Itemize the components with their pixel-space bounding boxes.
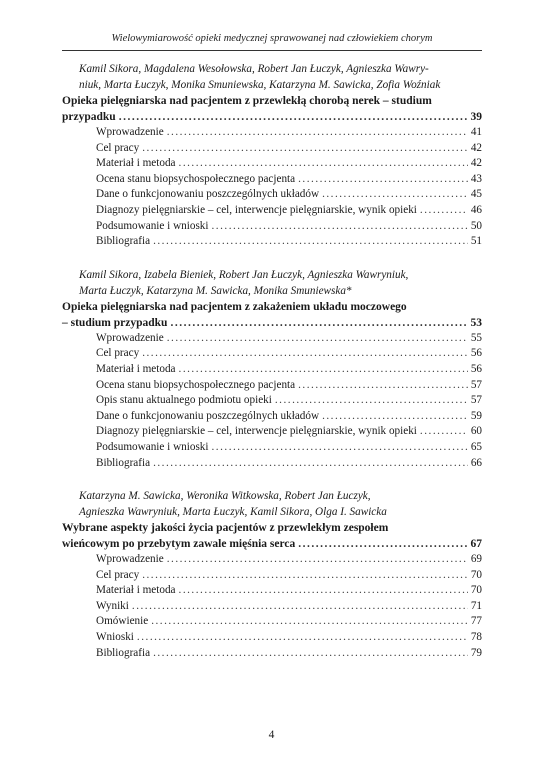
toc-entry[interactable]	[62, 583, 482, 599]
toc-entry-page: 70	[470, 584, 482, 597]
toc-entry[interactable]	[62, 172, 482, 188]
toc-entry[interactable]	[62, 409, 482, 425]
toc-entry-label: Bibliografia	[96, 456, 151, 469]
toc-entry[interactable]	[62, 393, 482, 409]
toc-entry-label: Cel pracy	[96, 347, 140, 360]
dot-leader	[153, 234, 468, 250]
dot-leader	[212, 440, 468, 456]
chapter-title-tail: wieńcowym po przebytym zawale mięśnia serca	[62, 538, 296, 551]
dot-leader	[420, 424, 468, 440]
toc-entry[interactable]	[62, 219, 482, 235]
section-authors: Marta Łuczyk, Katarzyna M. Sawicka, Monika Smuniewska*	[79, 284, 352, 297]
dot-leader	[170, 315, 467, 331]
toc-entry-label: Materiał i metoda	[96, 157, 176, 170]
toc-entry-page: 60	[470, 425, 482, 438]
toc-entry-page: 57	[470, 394, 482, 407]
toc-entry-label: Cel pracy	[96, 141, 140, 154]
table-of-contents	[62, 61, 482, 678]
running-header: Wielowymiarowość opieki medycznej sprawowanej nad człowiekiem chorym	[111, 33, 433, 44]
toc-entry-page: 66	[470, 456, 482, 469]
toc-entry[interactable]	[62, 599, 482, 615]
toc-entry-label: Podsumowanie i wnioski	[96, 219, 209, 232]
section-authors: Kamil Sikora, Magdalena Wesołowska, Robert Jan Łuczyk, Agnieszka Wawry-	[79, 63, 429, 75]
dot-leader	[179, 362, 468, 378]
chapter-title-tail: przypadku	[62, 111, 116, 123]
toc-entry-label: Bibliografia	[96, 235, 151, 248]
toc-entry[interactable]	[62, 203, 482, 219]
toc-entry[interactable]	[62, 141, 482, 157]
chapter-title: Opieka pielęgniarska nad pacjentem z przewlekłą chorobą nerek – studium	[62, 95, 432, 107]
dot-leader	[179, 156, 468, 172]
toc-entry[interactable]	[62, 187, 482, 203]
toc-entry[interactable]	[62, 630, 482, 646]
dot-leader	[298, 378, 468, 394]
toc-entry-page: 46	[470, 203, 482, 216]
toc-entry[interactable]	[62, 346, 482, 362]
toc-entry-page: 70	[470, 568, 482, 581]
toc-entry-label: Materiał i metoda	[96, 362, 176, 375]
chapter-title-entry[interactable]	[62, 536, 482, 552]
toc-entry[interactable]	[62, 234, 482, 250]
toc-entry[interactable]	[62, 552, 482, 568]
toc-entry-page: 77	[470, 615, 482, 628]
toc-entry[interactable]	[62, 125, 482, 141]
dot-leader	[153, 456, 468, 472]
toc-entry-page: 56	[470, 347, 482, 360]
dot-leader	[132, 599, 468, 615]
dot-leader	[275, 393, 468, 409]
toc-entry-label: Wprowadzenie	[96, 331, 164, 344]
toc-entry-label: Podsumowanie i wnioski	[96, 440, 209, 453]
dot-leader	[137, 630, 468, 646]
toc-entry[interactable]	[62, 362, 482, 378]
toc-entry[interactable]	[62, 456, 482, 472]
toc-entry[interactable]	[62, 424, 482, 440]
toc-entry-label: Opis stanu aktualnego podmiotu opieki	[96, 394, 272, 407]
toc-entry-label: Diagnozy pielęgniarskie – cel, interwencje pielęgniarskie, wynik opieki	[96, 203, 417, 216]
toc-entry-page: 65	[470, 440, 482, 453]
header-rule	[62, 50, 482, 51]
toc-entry-label: Ocena stanu biopsychospołecznego pacjenta	[96, 172, 296, 185]
chapter-title: Wybrane aspekty jakości życia pacjentów z przewlekłym zespołem	[62, 522, 389, 535]
dot-leader	[322, 187, 468, 203]
toc-entry[interactable]	[62, 440, 482, 456]
toc-entry-label: Ocena stanu biopsychospołecznego pacjenta	[96, 378, 296, 391]
chapter-title: Opieka pielęgniarska nad pacjentem z zakażeniem układu moczowego	[62, 300, 407, 313]
dot-leader	[142, 568, 468, 584]
toc-entry-page: 42	[470, 141, 482, 154]
dot-leader	[322, 409, 468, 425]
toc-entry[interactable]	[62, 156, 482, 172]
dot-leader	[167, 125, 468, 141]
toc-entry-label: Omówienie	[96, 615, 149, 628]
toc-entry-page: 50	[470, 219, 482, 232]
toc-entry-page: 51	[470, 235, 482, 248]
toc-entry-page: 55	[470, 331, 482, 344]
section-authors: Agnieszka Wawryniuk, Marta Łuczyk, Kamil Sikora, Olga I. Sawicka	[79, 506, 387, 519]
dot-leader	[420, 203, 468, 219]
toc-entry-page: 57	[470, 378, 482, 391]
chapter-title-tail: – studium przypadku	[62, 316, 168, 329]
toc-entry-page: 43	[470, 172, 482, 185]
toc-entry[interactable]	[62, 568, 482, 584]
toc-section	[62, 488, 482, 661]
toc-entry-label: Wnioski	[96, 631, 134, 644]
dot-leader	[298, 536, 467, 552]
dot-leader	[167, 331, 468, 347]
toc-entry[interactable]	[62, 378, 482, 394]
toc-entry-page: 59	[470, 409, 482, 422]
toc-section	[62, 61, 482, 250]
section-authors: Kamil Sikora, Izabela Bieniek, Robert Jan Łuczyk, Agnieszka Wawryniuk,	[79, 268, 409, 281]
dot-leader	[179, 583, 468, 599]
dot-leader	[153, 646, 468, 662]
toc-entry-label: Wprowadzenie	[96, 553, 164, 566]
dot-leader	[119, 109, 468, 125]
toc-entry-page: 45	[470, 188, 482, 201]
toc-entry[interactable]	[62, 331, 482, 347]
page-number: 4	[268, 729, 275, 741]
dot-leader	[142, 346, 468, 362]
toc-entry-page: 79	[470, 646, 482, 659]
toc-entry-page: 41	[470, 126, 482, 138]
dot-leader	[298, 172, 468, 188]
chapter-page-number: 53	[470, 316, 482, 329]
dot-leader	[151, 614, 468, 630]
dot-leader	[167, 552, 468, 568]
toc-entry-page: 69	[470, 553, 482, 566]
toc-entry-page: 78	[470, 631, 482, 644]
toc-entry-label: Materiał i metoda	[96, 584, 176, 597]
toc-entry-label: Wprowadzenie	[96, 126, 164, 138]
chapter-page-number: 39	[470, 111, 482, 123]
toc-entry-label: Bibliografia	[96, 646, 151, 659]
toc-entry-page: 71	[470, 599, 482, 612]
section-authors: Katarzyna M. Sawicka, Weronika Witkowska, Robert Jan Łuczyk,	[79, 490, 371, 503]
chapter-page-number: 67	[470, 538, 482, 551]
toc-section	[62, 267, 482, 471]
chapter-title-entry[interactable]	[62, 315, 482, 331]
toc-entry-page: 42	[470, 157, 482, 170]
toc-entry[interactable]	[62, 614, 482, 630]
section-authors: niuk, Marta Łuczyk, Monika Smuniewska, Katarzyna M. Sawicka, Zofia Woźniak	[79, 79, 441, 91]
toc-entry-page: 56	[470, 362, 482, 375]
dot-leader	[212, 219, 468, 235]
toc-entry-label: Cel pracy	[96, 568, 140, 581]
toc-entry-label: Wyniki	[96, 599, 129, 612]
toc-entry-label: Dane o funkcjonowaniu poszczególnych układów	[96, 409, 320, 422]
dot-leader	[142, 141, 468, 157]
chapter-title-entry[interactable]	[62, 109, 482, 125]
toc-entry-label: Dane o funkcjonowaniu poszczególnych układów	[96, 188, 320, 201]
toc-entry[interactable]	[62, 646, 482, 662]
toc-entry-label: Diagnozy pielęgniarskie – cel, interwencje pielęgniarskie, wynik opieki	[96, 425, 417, 438]
